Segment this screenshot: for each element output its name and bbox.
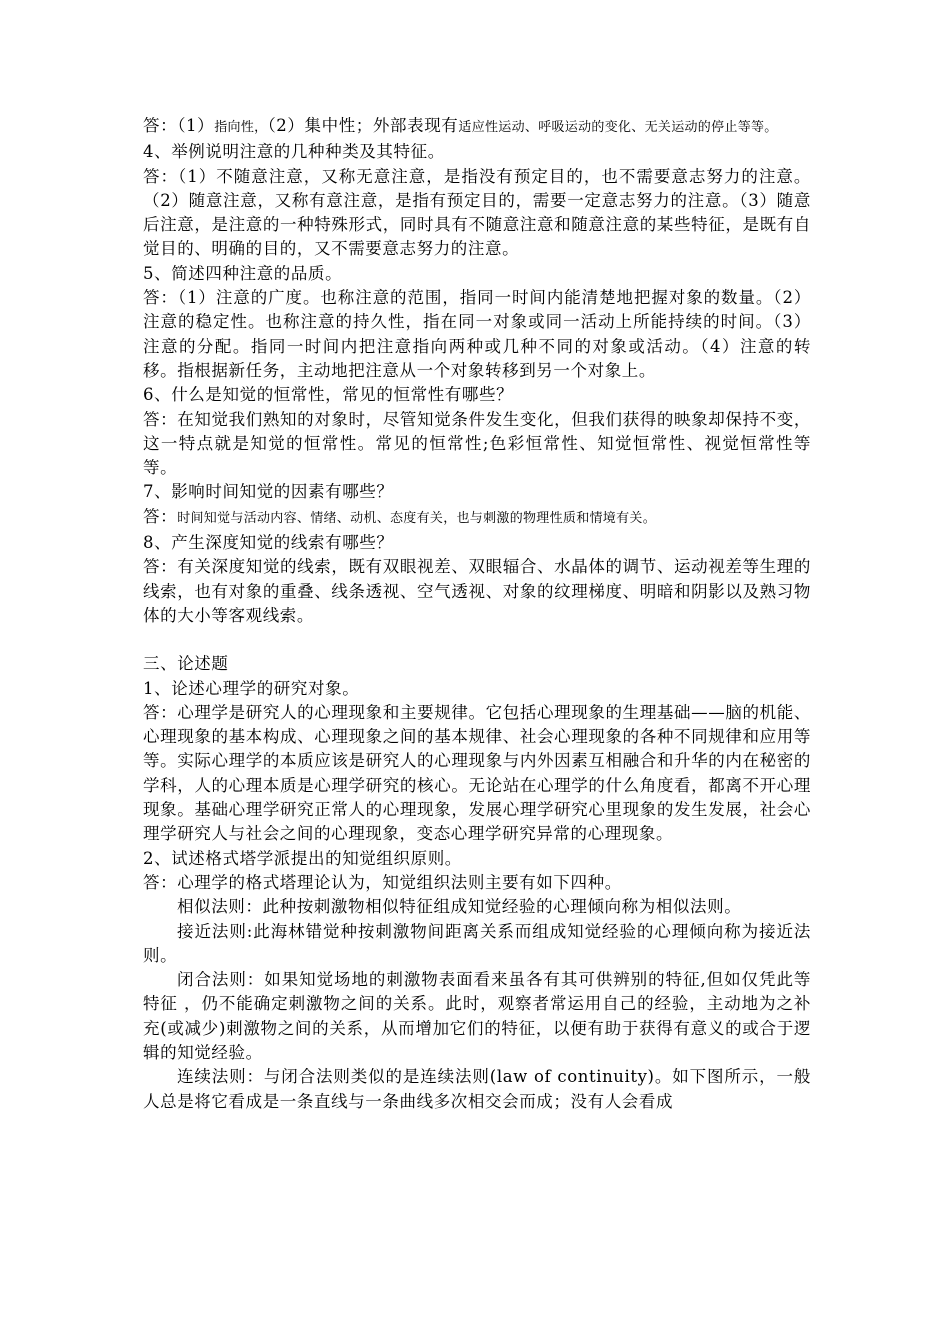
rule-closure: 闭合法则：如果知觉场地的刺激物表面看来虽各有其可供辨别的特征,但如仅凭此等特征 ，仍不能确定刺激物之间的关系。此时，观察者常运用自己的经验，主动地为之补充(或减少)刺激物之间的关系，从而增加它们的特征，以便有助于获得有意义的或合于逻辑的知觉经验。 [143,970,811,1062]
blank-line [143,628,811,652]
essay-question-1: 1、论述心理学的研究对象。 [143,678,360,698]
question-6: 6、什么是知觉的恒常性，常见的恒常性有哪些？ [143,385,514,405]
answer-7: 答：时间知觉与活动内容、情绪、动机、态度有关，也与刺激的物理性质和情境有关。 [143,506,657,526]
document-body [143,114,811,1114]
rule-similarity: 相似法则：此种按刺激物相似特征组成知觉经验的心理倾向称为相似法则。 [177,897,742,917]
question-4: 4、举例说明注意的几种种类及其特征。 [143,142,445,162]
answer-8: 答：有关深度知觉的线索，既有双眼视差、双眼辐合、水晶体的调节、运动视差等生理的线索，也有对象的重叠、线条透视、空气透视、对象的纹理梯度、明暗和阴影以及熟习物体的大小等客观线索。 [143,557,811,625]
rule-proximity: 接近法则:此海林错觉种按刺激物间距离关系而组成知觉经验的心理倾向称为接近法则。 [143,921,811,965]
answer-6: 答：在知觉我们熟知的对象时，尽管知觉条件发生变化，但我们获得的映象却保持不变，这一特点就是知觉的恒常性。常见的恒常性;色彩恒常性、知觉恒常性、视觉恒常性等等。 [143,409,811,478]
essay-answer-1: 答：心理学是研究人的心理现象和主要规律。它包括心理现象的生理基础——脑的机能、心理现象的基本构成、心理现象之间的基本规律、社会心理现象的各种不同规律和应用等等。实际心理学的本质应该是研究人的心理现象与内外因素互相融合和升华的内在秘密的学科，人的心理本质是心理学研究的核心。无论站在心理学的什么角度看，都离不开心理现象。基础心理学研究正常人的心理现象，发展心理学研究心里现象的发生发展，社会心理学研究人与社会之间的心理现象，变态心理学研究异常的心理现象。 [143,702,811,844]
essay-answer-2: 答：心理学的格式塔理论认为，知觉组织法则主要有如下四种。 [143,872,622,892]
answer-4: 答：（1）不随意注意，又称无意注意，是指没有预定目的，也不需要意志努力的注意。（2）随意注意，又称有意注意，是指有预定目的，需要一定意志努力的注意。（3）随意后注意，是注意的一种特殊形式，同时具有不随意注意和随意注意的某些特征，是既有自觉目的、明确的目的，又不需要意志努力的注意。 [143,166,811,259]
question-8: 8、产生深度知觉的线索有哪些？ [143,533,394,553]
essay-question-2: 2、试述格式塔学派提出的知觉组织原则。 [143,848,462,868]
answer-5: 答：（1）注意的广度。也称注意的范围，指同一时间内能清楚地把握对象的数量。（2）注意的稳定性。也称注意的持久性，指在同一对象或同一活动上所能持续的时间。（3）注意的分配。指同一时间内把注意指向两种或几种不同的对象或活动。（4）注意的转移。指根据新任务，主动地把注意从一个对象转移到另一个对象上。 [143,288,811,380]
question-5: 5、简述四种注意的品质。 [143,263,343,283]
rule-continuity: 连续法则：与闭合法则类似的是连续法则(law of continuity)。如下图所示，一般人总是将它看成是一条直线与一条曲线多次相交会而成；没有人会看成 [143,1067,811,1111]
question-7: 7、影响时间知觉的因素有哪些？ [143,482,394,502]
section-heading: 三、论述题 [143,654,229,674]
answer-3: 答：（1）指向性，（2）集中性；外部表现有适应性运动、呼吸运动的变化、无关运动的停止等等。 [143,116,778,135]
